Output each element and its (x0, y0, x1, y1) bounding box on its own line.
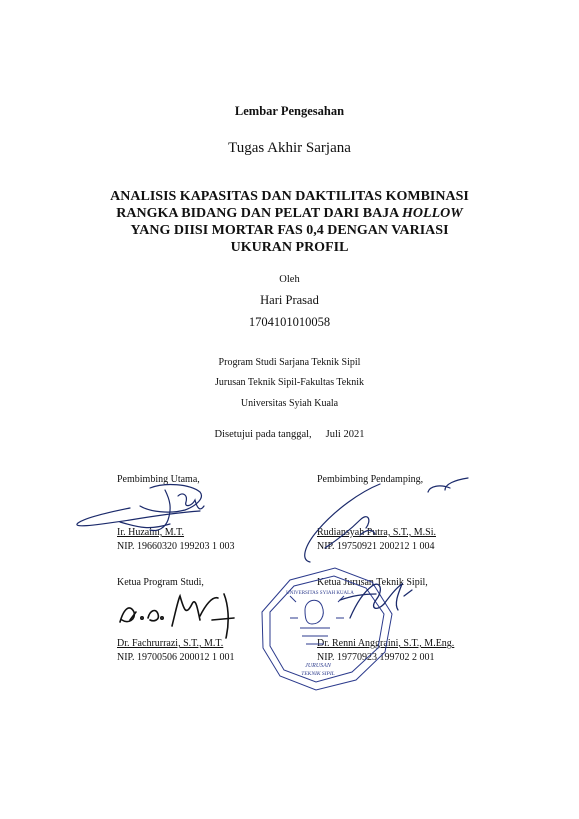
program-line-2: Jurusan Teknik Sipil-Fakultas Teknik (214, 377, 365, 388)
author-name: Hari Prasad (260, 293, 319, 307)
ketua-prodi-name: Dr. Fachrurrazi, S.T., M.T. (117, 638, 224, 649)
pembimbing-utama-role: Pembimbing Utama, (117, 474, 200, 485)
approval-label: Disetujui pada tanggal, (214, 429, 312, 440)
title-line-4: UKURAN PROFIL (230, 240, 349, 255)
title-line-2-italic: HOLLOW (402, 206, 463, 221)
svg-text:JURUSAN: JURUSAN (305, 663, 331, 669)
program-line-1: Program Studi Sarjana Teknik Sipil (218, 357, 361, 368)
svg-text:UNIVERSITAS SYIAH KUALA: UNIVERSITAS SYIAH KUALA (286, 591, 354, 596)
student-number: 1704101010058 (248, 315, 331, 329)
svg-text:TEKNIK SIPIL: TEKNIK SIPIL (301, 671, 335, 677)
program-line-3: Universitas Syiah Kuala (240, 398, 339, 409)
pembimbing-pendamping-role: Pembimbing Pendamping, (317, 474, 424, 485)
title-line-1: ANALISIS KAPASITAS DAN DAKTILITAS KOMBINASI (110, 189, 469, 204)
ketua-jurusan-name: Dr. Renni Anggraini, S.T., M.Eng. (317, 638, 455, 649)
signature-pembimbing-pendamping (305, 478, 468, 562)
pembimbing-utama-nip: NIP. 19660320 199203 1 003 (117, 541, 235, 552)
signature-ketua-prodi (120, 594, 234, 638)
pembimbing-pendamping-nip: NIP. 19750921 200212 1 004 (317, 541, 435, 552)
ketua-prodi-role: Ketua Program Studi, (117, 577, 204, 588)
pembimbing-pendamping-name: Rudiansyah Putra, S.T., M.Si. (317, 527, 436, 538)
by-label: Oleh (279, 274, 300, 285)
page-subheading: Tugas Akhir Sarjana (228, 140, 351, 156)
ketua-prodi-nip: NIP. 19700506 200012 1 001 (117, 652, 235, 663)
ketua-jurusan-nip: NIP. 19770923 199702 2 001 (317, 652, 435, 663)
approval-date: Juli 2021 (325, 429, 365, 440)
pembimbing-utama-name: Ir. Huzaim, M.T. (117, 527, 185, 538)
signature-pembimbing-utama (77, 485, 204, 531)
title-line-3: YANG DIISI MORTAR FAS 0,4 DENGAN VARIASI (130, 223, 449, 238)
title-line-2-text: RANGKA BIDANG DAN PELAT DARI BAJA (116, 206, 399, 221)
page-heading: Lembar Pengesahan (234, 104, 345, 118)
ketua-jurusan-role: Ketua Jurusan Teknik Sipil, (317, 577, 428, 588)
